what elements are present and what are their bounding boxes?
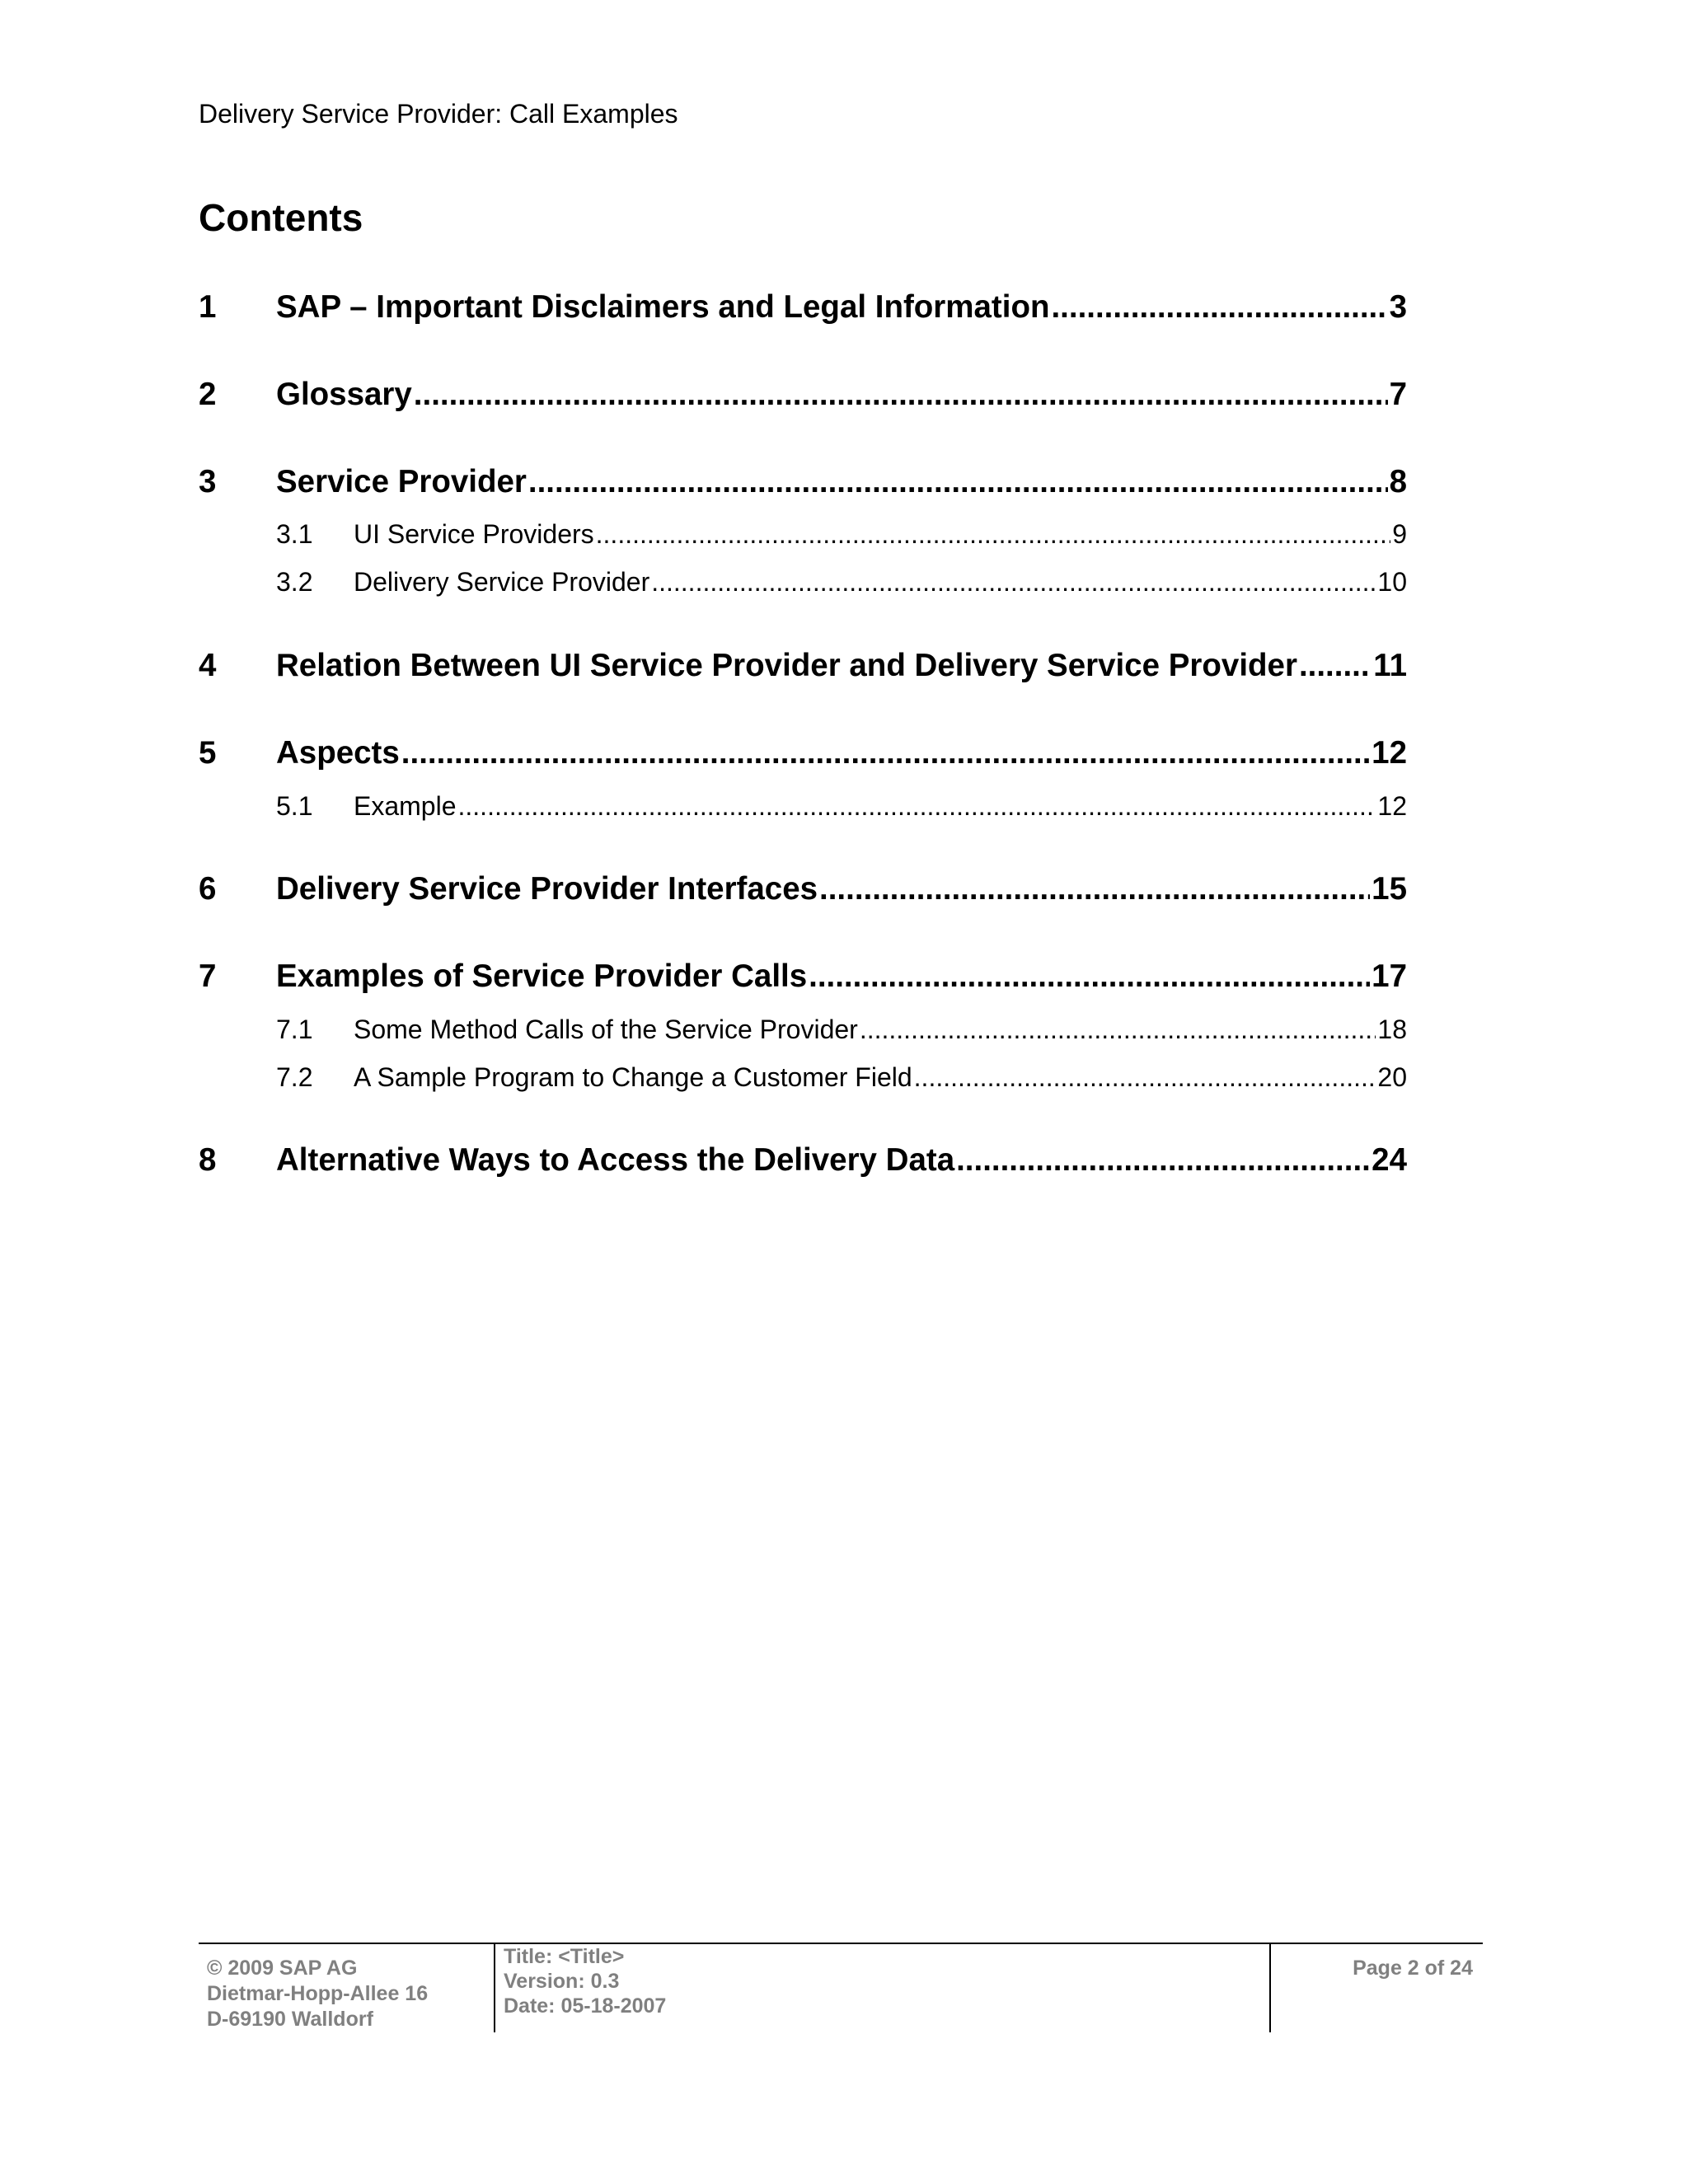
toc-entry-number: 7 <box>199 958 217 994</box>
toc-entry-title: Alternative Ways to Access the Delivery Data <box>276 1142 955 1178</box>
toc-entry-7[interactable] <box>199 957 1407 996</box>
toc-entry-5-1[interactable] <box>199 790 1407 823</box>
toc-dot-leader <box>528 462 1388 502</box>
footer-copyright: © 2009 SAP AG <box>207 1957 358 1980</box>
toc-entry-title: SAP – Important Disclaimers and Legal Information <box>276 289 1050 325</box>
footer-version: Version: 0.3 <box>504 1970 620 1993</box>
toc-entry-title: A Sample Program to Change a Customer Field <box>354 1062 912 1092</box>
toc-entry-3-1[interactable] <box>199 518 1407 551</box>
toc-entry-page: 9 <box>1392 519 1407 549</box>
toc-entry-page: 18 <box>1377 1015 1407 1044</box>
toc-entry-page: 10 <box>1377 567 1407 597</box>
toc-dot-leader <box>809 957 1370 996</box>
toc-dot-leader <box>956 1141 1370 1180</box>
toc-entry-4[interactable] <box>199 646 1407 686</box>
toc-entry-number: 2 <box>199 377 217 412</box>
toc-entry-number: 5 <box>199 735 217 771</box>
toc-entry-title: Relation Between UI Service Provider and Delivery Service Provider <box>276 648 1297 683</box>
toc-entry-title: Delivery Service Provider <box>354 567 650 597</box>
footer-divider-left <box>494 1944 495 2032</box>
toc-entry-title: Glossary <box>276 377 412 412</box>
toc-entry-1[interactable] <box>199 288 1407 327</box>
toc-dot-leader <box>414 375 1388 415</box>
toc-dot-leader <box>860 1013 1376 1046</box>
footer-date: Date: 05-18-2007 <box>504 1994 667 2018</box>
toc-entry-3-2[interactable] <box>199 565 1407 598</box>
toc-entry-number: 3.1 <box>276 519 313 549</box>
toc-entry-number: 6 <box>199 871 217 907</box>
contents-heading: Contents <box>199 196 363 239</box>
footer-street: Dietmar-Hopp-Allee 16 <box>207 1982 429 2005</box>
toc-dot-leader <box>458 790 1376 823</box>
footer-title: Title: <Title> <box>504 1945 625 1968</box>
toc-entry-8[interactable] <box>199 1141 1407 1180</box>
toc-entry-page: 7 <box>1389 377 1407 412</box>
toc-entry-number: 4 <box>199 648 217 683</box>
toc-dot-leader <box>819 869 1370 909</box>
toc-entry-page: 12 <box>1372 735 1407 771</box>
toc-entry-number: 7.2 <box>276 1062 313 1092</box>
toc-dot-leader <box>651 565 1376 598</box>
toc-entry-title: Examples of Service Provider Calls <box>276 958 808 994</box>
toc-entry-3[interactable] <box>199 462 1407 502</box>
running-header: Delivery Service Provider: Call Examples <box>199 99 678 129</box>
toc-entry-title: Some Method Calls of the Service Provider <box>354 1015 858 1044</box>
toc-entry-page: 8 <box>1389 464 1407 499</box>
toc-dot-leader <box>914 1061 1376 1094</box>
toc-entry-page: 12 <box>1377 791 1407 821</box>
toc-entry-7-1[interactable] <box>199 1013 1407 1046</box>
toc-entry-title: Delivery Service Provider Interfaces <box>276 871 818 907</box>
footer-document-info <box>504 1944 666 2018</box>
footer-page-number: Page 2 of 24 <box>1353 1957 1473 1980</box>
toc-entry-page: 24 <box>1372 1142 1407 1178</box>
toc-entry-7-2[interactable] <box>199 1061 1407 1094</box>
toc-entry-page: 20 <box>1377 1062 1407 1092</box>
toc-dot-leader <box>401 733 1370 773</box>
toc-entry-title: UI Service Providers <box>354 519 594 549</box>
footer-company-address <box>207 1956 428 2032</box>
toc-entry-page: 11 <box>1373 648 1407 683</box>
toc-entry-number: 3 <box>199 464 217 499</box>
footer-divider-right <box>1269 1944 1271 2032</box>
toc-entry-number: 3.2 <box>276 567 313 597</box>
toc-entry-title: Aspects <box>276 735 400 771</box>
toc-entry-number: 7.1 <box>276 1015 313 1044</box>
footer-city: D-69190 Walldorf <box>207 2008 373 2031</box>
toc-entry-number: 1 <box>199 289 217 325</box>
toc-entry-number: 5.1 <box>276 791 313 821</box>
page-footer <box>199 1943 1483 2035</box>
toc-entry-6[interactable] <box>199 869 1407 909</box>
toc-entry-page: 17 <box>1372 958 1407 994</box>
toc-entry-title: Service Provider <box>276 464 527 499</box>
toc-dot-leader <box>1051 288 1387 327</box>
toc-entry-page: 15 <box>1372 871 1407 907</box>
toc-entry-number: 8 <box>199 1142 217 1178</box>
toc-entry-page: 3 <box>1389 289 1407 325</box>
toc-dot-leader <box>596 518 1391 551</box>
toc-entry-2[interactable] <box>199 375 1407 415</box>
toc-entry-title: Example <box>354 791 457 821</box>
toc-entry-5[interactable] <box>199 733 1407 773</box>
toc-dot-leader <box>1299 646 1372 686</box>
